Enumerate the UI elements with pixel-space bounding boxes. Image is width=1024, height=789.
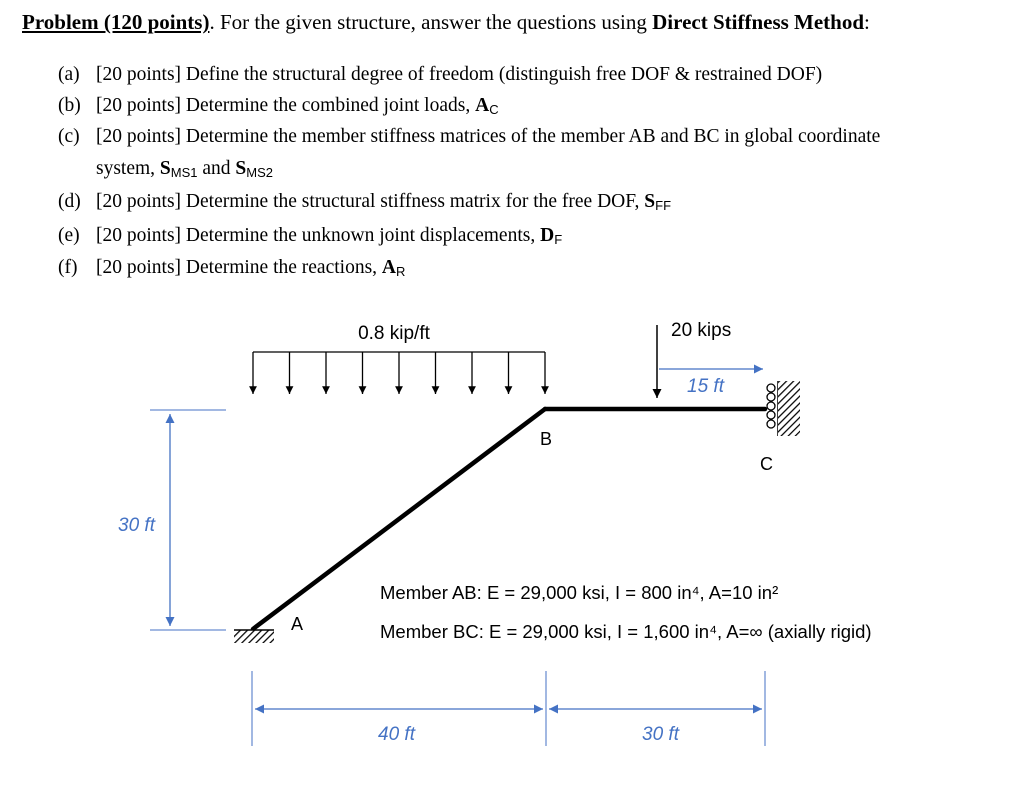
member-ab-properties: Member AB: E = 29,000 ksi, I = 800 in⁴, A=10 in²: [380, 582, 779, 603]
method-name: Direct Stiffness Method: [652, 10, 865, 34]
problem-intro: . For the given structure, answer the questions using: [209, 10, 653, 34]
span-dimensions: [252, 671, 765, 746]
span1-label: 40 ft: [378, 724, 415, 745]
height-label: 30 ft: [118, 515, 155, 536]
point-load-label: 20 kips: [671, 320, 732, 341]
node-b-label: B: [540, 429, 553, 449]
node-a-label: A: [291, 614, 304, 634]
support-a-fixed: [234, 630, 274, 643]
height-dimension: [150, 410, 226, 630]
distributed-load: [253, 352, 545, 394]
problem-title: Problem (120 points): [22, 10, 210, 34]
load-offset-label: 15 ft: [687, 376, 724, 397]
question-c-continued: system, $S_{MS1}$ and $S_{MS2}$: [96, 158, 274, 180]
node-c-label: C: [760, 454, 773, 474]
member-bc-properties: Member BC: E = 29,000 ksi, I = 1,600 in⁴, A=∞ (axially rigid): [380, 621, 872, 642]
support-c-roller: [767, 381, 800, 436]
udl-label: 0.8 kip/ft: [358, 323, 430, 344]
header-colon: :: [864, 10, 870, 34]
span2-label: 30 ft: [642, 724, 679, 745]
